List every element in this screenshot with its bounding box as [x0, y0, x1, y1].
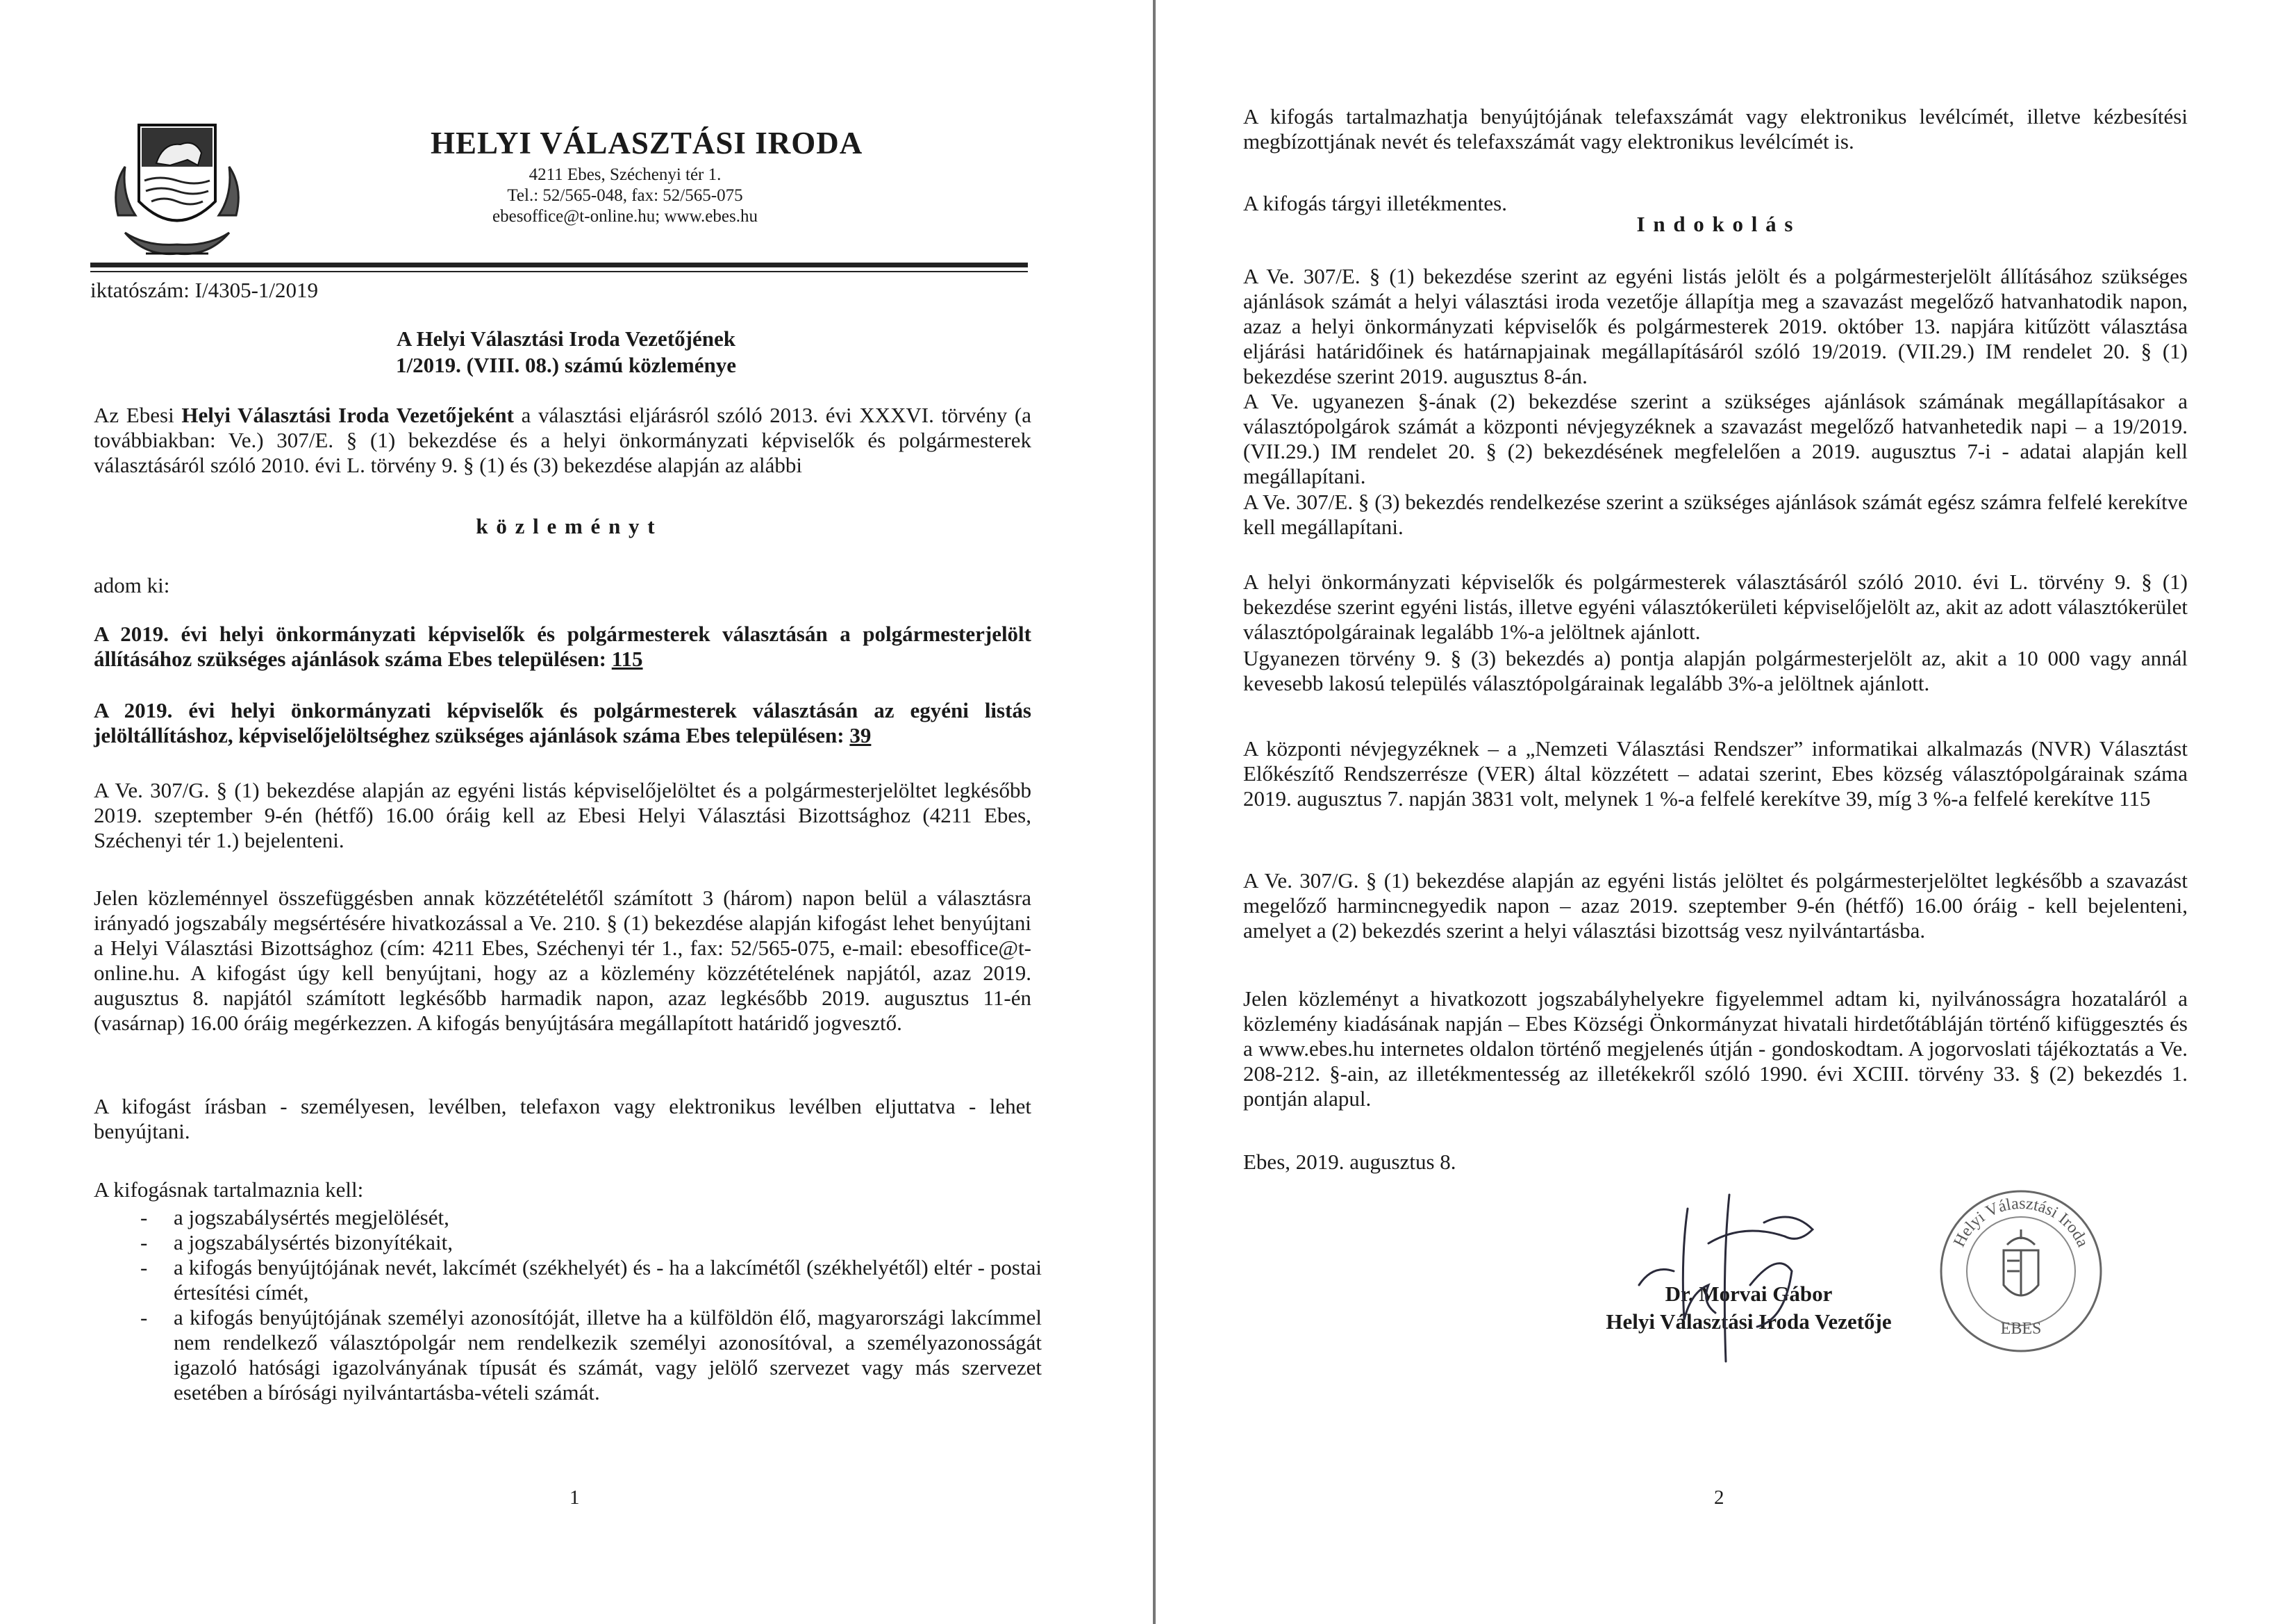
- page-1: [0, 0, 1146, 1624]
- paragraph-telefax: A kifogás tartalmazhatja benyújtójának telefaxszámát vagy elektronikus levélcímét, illetve kézbesítési megbízottjának nevét és telefaxszámát vagy elektronikus levélcímét is.: [1243, 104, 2188, 154]
- office-title: HELYI VÁLASZTÁSI IRODA: [431, 126, 863, 160]
- signer-name: Dr. Morvai Gábor: [1665, 1282, 1833, 1306]
- justification-paragraph-4: A helyi önkormányzati képviselők és polgármesterek választásáról szóló 2010. évi L. törvény 9. § (1) bekezdése szerint egyéni listás, illetve egyéni választókerületi képviselőjelölt az, akit az adott választókerület választópolgárainak legalább 1%-a jelöltnek ajánlott.: [1243, 570, 2188, 644]
- paragraph-objection: Jelen közleménnyel összefüggésben annak közzétételétől számított 3 (három) napon belül a választásra irányadó jogszabály megsértésére hivatkozással a Ve. 210. § (1) bekezdése alapján kifogást lehet benyújtani a Helyi Választási Bizottsághoz (cím: 4211 Ebes, Széchenyi tér 1., fax: 52/565-075, e-mail: ebesoffice@t-online.hu. A kifogást úgy kell benyújtani, hogy az a közlemény közzétételének napjától, azaz 2019. augusztus 8. napjától számított legkésőbb harmadik napon, azaz legkésőbb 2019. augusztus 11-én (vasárnap) 16.00 óráig megérkezzen. A kifogás benyújtására megállapított határidő jogvesztő.: [94, 886, 1031, 1035]
- notice-title-line1: A Helyi Választási Iroda Vezetőjének: [397, 326, 735, 351]
- justification-paragraph-6: A központi névjegyzéknek – a „Nemzeti Választási Rendszer” informatikai alkalmazás (NVR) Választást Előkészítő Rendszerrésze (VER) által közzétett – adatai szerint, Ebes község választópolgárainak száma 2019. augusztus 7. napján 3831 volt, melynek 1 %-a felfelé kerekítve 39, míg 3 %-a felfelé kerekítve 115: [1243, 736, 2188, 811]
- objection-requirements-list: [125, 1205, 1042, 1405]
- office-contact: ebesoffice@t-online.hu; www.ebes.hu: [492, 207, 758, 226]
- page-number: 2: [1714, 1486, 1724, 1509]
- list-item: - a jogszabálysértés megjelölését,: [125, 1205, 1042, 1230]
- mayor-recommendation-count: 115: [611, 647, 643, 671]
- office-address: 4211 Ebes, Széchenyi tér 1.: [529, 165, 722, 184]
- adom-ki: adom ki:: [94, 573, 170, 597]
- official-stamp: [1931, 1181, 2111, 1361]
- list-item: - a kifogás benyújtójának nevét, lakcímét (székhelyét) és - ha a lakcímétől (székhelyétől) eltér - postai értesítési címét,: [125, 1255, 1042, 1305]
- justification-heading: I n d o k o l á s: [1636, 212, 1795, 236]
- list-intro: A kifogásnak tartalmaznia kell:: [94, 1177, 364, 1202]
- page-divider: [1153, 0, 1156, 1624]
- office-phone: Tel.: 52/565-048, fax: 52/565-075: [507, 186, 743, 205]
- justification-paragraph-7: A Ve. 307/G. § (1) bekezdése alapján az egyéni listás jelöltet és polgármesterjelöltet legkésőbb a szavazást megelőző harmincnegyedik napon – azaz 2019. szeptember 9-én (hétfő) 16.00 óráig - kell bejelenteni, amelyet a (2) bekezdés szerint a helyi választási bizottság vesz nyilvántartásba.: [1243, 868, 2188, 943]
- justification-paragraph-1: A Ve. 307/E. § (1) bekezdése szerint az egyéni listás jelölt és a polgármesterjelölt állításához szükséges ajánlások számát a helyi választási iroda vezetője állapítja meg a szavazást megelőző hatvanhatodik napon, azaz a helyi önkormányzati képviselők és polgármesterek 2019. október 13. napjára kitűzött választása eljárási határidőinek és határnapjainak megállapításáról szóló 19/2019. (VII.29.) IM rendelet 20. § (1) bekezdése szerint 2019. augusztus 8-án.: [1243, 264, 2188, 388]
- hungarian-crest-icon: [2004, 1229, 2038, 1295]
- coat-of-arms-logo: [104, 111, 250, 264]
- paragraph-written-form: A kifogást írásban - személyesen, levélben, telefaxon vagy elektronikus levélben eljuttatva - lehet benyújtani.: [94, 1094, 1031, 1143]
- list-candidate-recommendations: A 2019. évi helyi önkormányzati képviselők és polgármesterek választásán az egyéni listás jelöltállításhoz, képviselőjelöltséghez szükséges ajánlások száma Ebes településen: 39: [94, 698, 1031, 747]
- mayor-recommendations: A 2019. évi helyi önkormányzati képviselők és polgármesterek választásán a polgármesterjelölt állításához szükséges ajánlások száma Ebes településen: 115: [94, 622, 1031, 671]
- list-item: - a jogszabálysértés bizonyítékait,: [125, 1230, 1042, 1255]
- list-item: - a kifogás benyújtójának személyi azonosítóját, illetve ha a külföldön élő, magyarországi lakcímmel nem rendelkező választópolgár nem rendelkezik személyi azonosítóval, a személyazonosságát igazoló hatósági igazolványának típusát és számát, vagy jelölő szervezet vagy más szervezet esetében a bírósági nyilvántartásba-vételi számát.: [125, 1305, 1042, 1405]
- list-recommendation-count: 39: [849, 723, 872, 747]
- handwritten-signature: [1625, 1181, 1861, 1375]
- justification-paragraph-3: A Ve. 307/E. § (3) bekezdés rendelkezése szerint a szükséges ajánlások számát egész számra felfelé kerekítve kell megállapítani.: [1243, 490, 2188, 539]
- header-rule: [90, 263, 1028, 267]
- document-date: Ebes, 2019. augusztus 8.: [1243, 1150, 1456, 1174]
- justification-paragraph-2: A Ve. ugyanezen §-ának (2) bekezdése szerint a szükséges ajánlások számának megállapításakor a választópolgárok számát a központi névjegyzéknek a szavazást megelőző hatvanhetedik napi – a 19/2019. (VII.29.) IM rendelet 20. § (2) bekezdésének megfelelően a 2019. augusztus 7-i - adatai alapján kell megállapítani.: [1243, 389, 2188, 488]
- header-rule-thin: [90, 271, 1028, 272]
- intro-paragraph: Az Ebesi Helyi Választási Iroda Vezetőjeként a választási eljárásról szóló 2013. évi XXXVI. törvény (a továbbiakban: Ve.) 307/E. § (1) bekezdése és a helyi önkormányzati képviselők és polgármesterek választásáról szóló 2010. évi L. törvény 9. § (1) és (3) bekezdése alapján az alábbi: [94, 403, 1031, 477]
- justification-paragraph-8: Jelen közleményt a hivatkozott jogszabályhelyekre figyelemmel adtam ki, nyilvánosságra hozataláról a közlemény kiadásának napján – Ebes Községi Önkormányzat hivatali hirdetőtábláján történő kifüggesztés és a www.ebes.hu internetes oldalon történő megjelenés útján - gondoskodtam. A jogorvoslati tájékoztatás a Ve. 208-212. §-ain, az illetékmentesség az illetékekről szóló 1990. évi XCIII. törvény 33. § (2) bekezdés 1. pontján alapul.: [1243, 986, 2188, 1111]
- notice-title-line2: 1/2019. (VIII. 08.) számú közleménye: [396, 353, 736, 377]
- paragraph-fee-exempt: A kifogás tárgyi illetékmentes.: [1243, 191, 1507, 215]
- page-number: 1: [569, 1486, 580, 1509]
- stamp-text-top: Helyi Választási Iroda: [1950, 1194, 2092, 1250]
- registration-number: iktatószám: I/4305-1/2019: [90, 278, 319, 302]
- page-2: [1158, 0, 2296, 1624]
- signer-title: Helyi Választási Iroda Vezetője: [1606, 1309, 1892, 1334]
- stamp-text-bottom: EBES: [2000, 1320, 2042, 1338]
- paragraph-ve307g: A Ve. 307/G. § (1) bekezdése alapján az egyéni listás képviselőjelöltet és a polgármesterjelöltet legkésőbb 2019. szeptember 9-én (hétfő) 16.00 óráig kell az Ebesi Helyi Választási Bizottsághoz (4211 Ebes, Széchenyi tér 1.) bejelenteni.: [94, 778, 1031, 852]
- justification-paragraph-5: Ugyanezen törvény 9. § (3) bekezdés a) pontja alapján polgármesterjelölt az, akit a 10 000 vagy annál kevesebb lakosú település választópolgárainak legalább 3%-a jelöltnek ajánlott.: [1243, 646, 2188, 695]
- kozlemeny-heading: k ö z l e m é n y t: [476, 514, 656, 538]
